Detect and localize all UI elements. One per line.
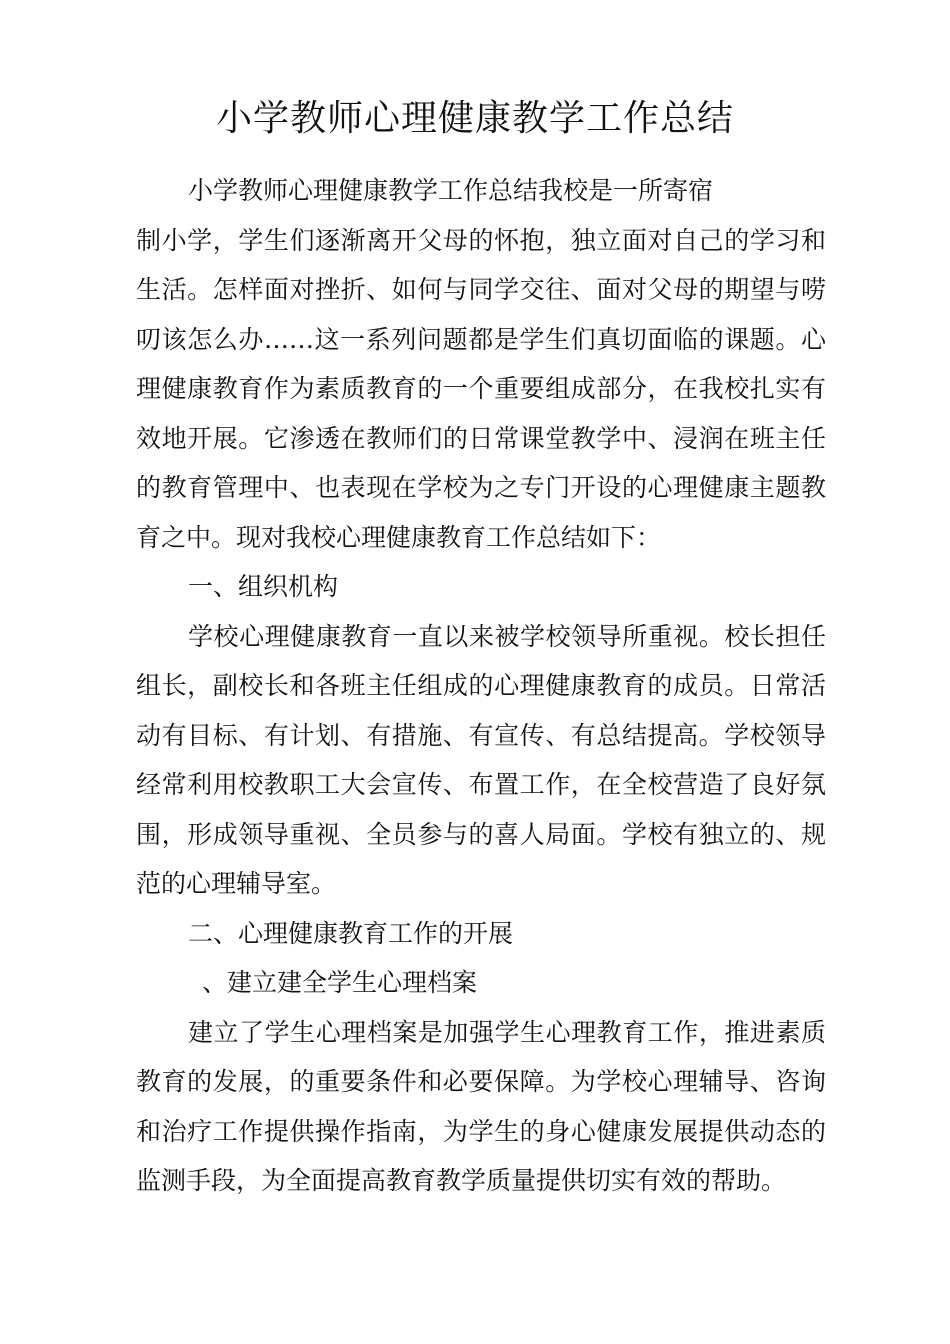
- document-title: 小学教师心理健康教学工作总结: [215, 98, 734, 139]
- intro-paragraph-continued: 制小学，学生们逐渐离开父母的怀抱，独立面对自己的学习和生活。怎样面对挫折、如何与同学交往、面对父母的期望与唠叨该怎么办……这一系列问题都是学生们真切面临的课题。心理健康教育作为素质教育的一个重要组成部分，在我校扎实有效地开展。它渗透在教师们的日常课堂教学中、浸润在班主任的教育管理中、也表现在学校为之专门开设的心理健康主题教育之中。现对我校心理健康教育工作总结如下：: [136, 225, 826, 552]
- intro-paragraph-first-line: 小学教师心理健康教学工作总结我校是一所寄宿: [188, 176, 714, 205]
- subsection-heading-archives: 、建立建全学生心理档案: [202, 968, 478, 997]
- archives-paragraph: 建立了学生心理档案是加强学生心理教育工作，推进素质教育的发展，的重要条件和必要保障。为学校心理辅导、咨询和治疗工作提供操作指南，为学生的身心健康发展提供动态的监测手段，为全面提高教育教学质量提供切实有效的帮助。: [136, 1017, 826, 1195]
- organization-paragraph: 学校心理健康教育一直以来被学校领导所重视。校长担任组长，副校长和各班主任组成的心理健康教育的成员。日常活动有目标、有计划、有措施、有宣传、有总结提高。学校领导经常利用校教职工大会宣传、布置工作，在全校营造了良好氛围，形成领导重视、全员参与的喜人局面。学校有独立的、规范的心理辅导室。: [136, 621, 826, 898]
- section-heading-activities: 二、心理健康教育工作的开展: [188, 918, 514, 948]
- section-heading-organization: 一、组织机构: [188, 572, 339, 601]
- document-body: [136, 166, 826, 1206]
